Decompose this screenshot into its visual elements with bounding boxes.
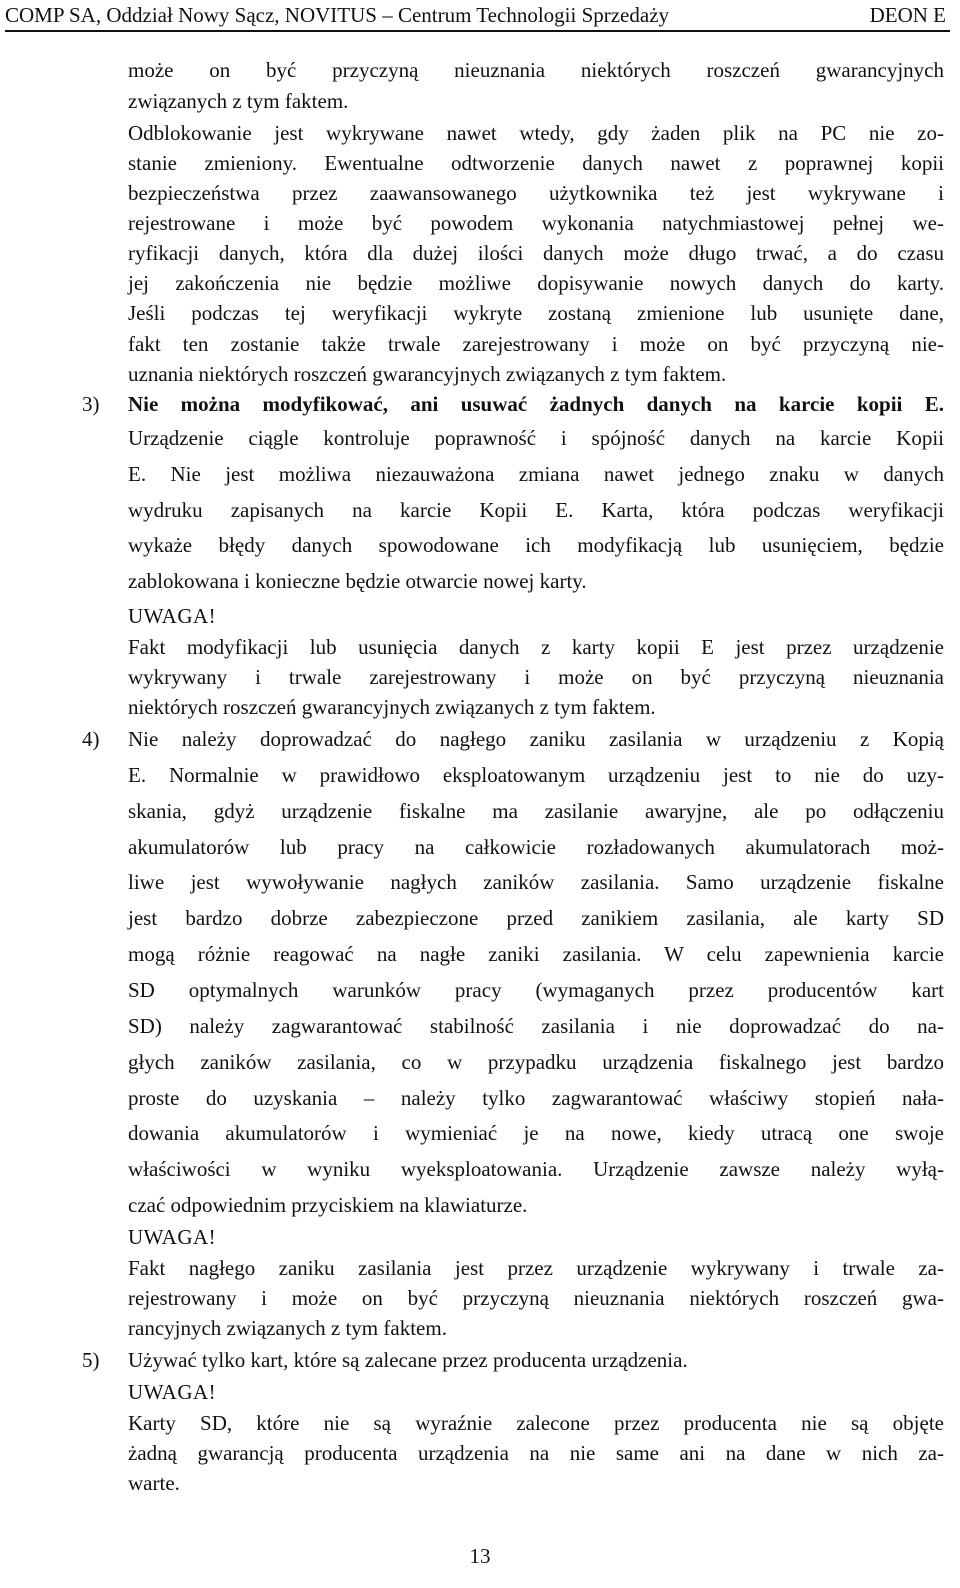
text-line: wykrywany i trwale zarejestrowany i może on być przyczyną nieuznania	[128, 665, 944, 689]
warning-label: UWAGA!	[128, 1380, 217, 1404]
text-line: właściwości w wyniku wyeksploatowania. Urządzenie zawsze należy wyłą-	[128, 1157, 944, 1181]
list-item-heading: Nie można modyfikować, ani usuwać żadnych danych na karcie kopii E.	[128, 392, 944, 416]
page-number: 13	[469, 1544, 491, 1568]
running-header	[5, 0, 950, 32]
text-line: Urządzenie ciągle kontroluje poprawność i spójność danych na karcie Kopii	[128, 426, 944, 450]
text-line: jest bardzo dobrze zabezpieczone przed zanikiem zasilania, ale karty SD	[128, 906, 944, 930]
text-line: SD optymalnych warunków pracy (wymaganych przez producentów kart	[128, 978, 944, 1002]
text-line: rejestrowany i może on być przyczyną nieuznania niektórych roszczeń gwa-	[128, 1286, 944, 1310]
text-line: Fakt nagłego zaniku zasilania jest przez urządzenie wykrywany i trwale za-	[128, 1256, 944, 1280]
text-line: czać odpowiednim przyciskiem na klawiaturze.	[128, 1193, 528, 1217]
text-line: związanych z tym faktem.	[128, 89, 349, 113]
text-line: SD) należy zagwarantować stabilność zasilania i nie doprowadzać do na-	[128, 1014, 944, 1038]
text-line: dowania akumulatorów i wymieniać je na nowe, kiedy utracą one swoje	[128, 1121, 944, 1145]
text-line: Jeśli podczas tej weryfikacji wykryte zostaną zmienione lub usunięte dane,	[128, 301, 944, 325]
warning-label: UWAGA!	[128, 1225, 217, 1249]
text-line: mogą różnie reagować na nagłe zaniki zasilania. W celu zapewnienia karcie	[128, 942, 944, 966]
text-line: stanie zmieniony. Ewentualne odtworzenie danych nawet z poprawnej kopii	[128, 151, 944, 175]
text-line: E. Normalnie w prawidłowo eksploatowanym urządzeniu jest to nie do uzy-	[128, 763, 944, 787]
warning-label: UWAGA!	[128, 604, 217, 628]
text-line: jej zakończenia nie będzie możliwe dopisywanie nowych danych do karty.	[128, 271, 944, 295]
text-line: fakt ten zostanie także trwale zarejestrowany i może on być przyczyną nie-	[128, 332, 944, 356]
text-line: E. Nie jest możliwa niezauważona zmiana nawet jednego znaku w danych	[128, 462, 944, 486]
text-line: warte.	[128, 1471, 180, 1495]
text-line: Fakt modyfikacji lub usunięcia danych z karty kopii E jest przez urządzenie	[128, 635, 944, 659]
text-line: niektórych roszczeń gwarancyjnych związanych z tym faktem.	[128, 695, 656, 719]
text-line: Odblokowanie jest wykrywane nawet wtedy, gdy żaden plik na PC nie zo-	[128, 121, 944, 145]
header-device: DEON E	[869, 3, 946, 27]
text-line: głych zaników zasilania, co w przypadku urządzenia fiskalnego jest bardzo	[128, 1050, 944, 1074]
header-title: COMP SA, Oddział Nowy Sącz, NOVITUS – Centrum Technologii Sprzedaży	[5, 3, 670, 27]
text-line: akumulatorów lub pracy na całkowicie rozładowanych akumulatorach moż-	[128, 835, 944, 859]
text-line: wydruku zapisanych na karcie Kopii E. Karta, która podczas weryfikacji	[128, 498, 944, 522]
text-line: uznania niektórych roszczeń gwarancyjnych związanych z tym faktem.	[128, 362, 727, 386]
text-line: żadną gwarancją producenta urządzenia na nie same ani na dane w nich za-	[128, 1441, 944, 1465]
text-line: rancyjnych związanych z tym faktem.	[128, 1316, 447, 1340]
list-number: 3)	[82, 392, 100, 416]
text-line: bezpieczeństwa przez zaawansowanego użytkownika też jest wykrywane i	[128, 181, 944, 205]
text-line: zablokowana i konieczne będzie otwarcie nowej karty.	[128, 569, 587, 593]
list-number: 5)	[82, 1348, 100, 1372]
text-line: skania, gdyż urządzenie fiskalne ma zasilanie awaryjne, ale po odłączeniu	[128, 799, 944, 823]
text-line: ryfikacji danych, która dla dużej ilości danych może długo trwać, a do czasu	[128, 241, 944, 265]
list-item-heading: Nie należy doprowadzać do nagłego zaniku zasilania w urządzeniu z Kopią	[128, 727, 944, 751]
text-line: Karty SD, które nie są wyraźnie zalecone przez producenta nie są objęte	[128, 1411, 944, 1435]
text-line: rejestrowane i może być powodem wykonania natychmiastowej pełnej we-	[128, 211, 944, 235]
text-line: liwe jest wywoływanie nagłych zaników zasilania. Samo urządzenie fiskalne	[128, 870, 944, 894]
list-number: 4)	[82, 727, 100, 751]
text-line: proste do uzyskania – należy tylko zagwarantować właściwy stopień nała-	[128, 1086, 944, 1110]
text-line: wykaże błędy danych spowodowane ich modyfikacją lub usunięciem, będzie	[128, 533, 944, 557]
text-line: może on być przyczyną nieuznania niektórych roszczeń gwarancyjnych	[128, 58, 944, 82]
list-item-heading: Używać tylko kart, które są zalecane przez producenta urządzenia.	[128, 1348, 688, 1372]
